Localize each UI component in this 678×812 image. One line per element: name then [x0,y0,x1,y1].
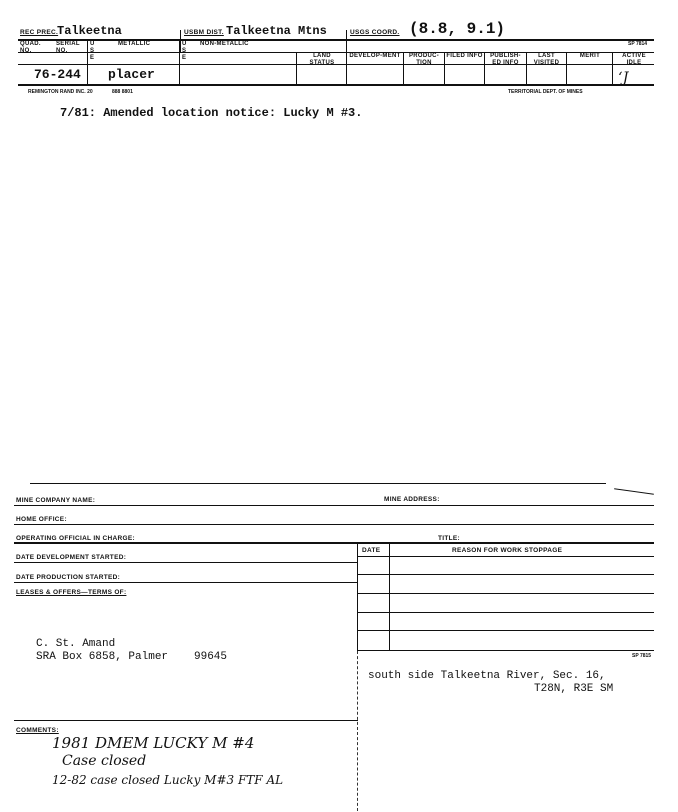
amended-note: 7/81: Amended location notice: Lucky M #3. [60,106,363,120]
col-published-info: PUBLISH-ED INFO [490,53,521,66]
operating-official-label: OPERATING OFFICIAL IN CHARGE: [16,535,135,542]
vertical-divider-lower [357,651,358,811]
col-use-nonmetallic: U S E [182,41,187,61]
location-line1: south side Talkeetna River, Sec. 16, [368,670,606,682]
footer-right: TERRITORIAL DEPT. OF MINES [508,89,583,95]
rule-home-office [14,524,654,525]
divider [179,40,180,85]
form-number-bottom: SP 7815 [632,653,652,659]
comments-label: COMMENTS: [16,727,59,734]
divider [526,52,527,85]
rule-reason-3 [358,612,654,613]
divider [180,30,181,52]
owner-address: SRA Box 6858, Palmer [36,651,169,663]
owner-name: C. St. Amand [36,638,116,650]
divider [444,52,445,85]
col-nonmetallic: NON-METALLIC [200,41,249,47]
col-serial: SERIAL NO. [56,41,80,54]
owner-zip: 99645 [194,651,228,663]
comment-line3: 12-82 case closed Lucky M#3 FTF AL [52,773,284,787]
vertical-divider-main [357,543,358,651]
rule-prod [14,582,358,583]
rule-reason-4 [358,630,654,631]
col-merit: MERIT [579,53,601,59]
divider [612,52,613,85]
divider [566,52,567,85]
quad-serial-value: 76-244 [34,67,81,82]
divider [484,52,485,85]
rule-mine-company [14,505,654,506]
rule-reason-5 [358,650,654,651]
date-col-label: DATE [362,547,381,554]
col-use-metallic: U S E [90,41,95,61]
title-label: TITLE: [438,535,461,542]
rule-date-header [358,556,654,557]
leases-label: LEASES & OFFERS—TERMS OF: [16,589,127,596]
form-number-top: SP 7814 [628,41,648,47]
col-filed-info: FILED INFO [446,53,483,59]
header-top-rule [18,39,654,41]
usbm-dist-label: USBM DIST. [184,29,224,36]
col-last-visited: LAST VISITED [533,53,560,66]
rule-dev [14,562,358,563]
rule-operating [14,542,654,544]
divider [346,30,347,52]
col-production: PRODUC-TION [408,53,440,66]
header-bottom-rule [18,84,654,86]
date-prod-label: DATE PRODUCTION STARTED: [16,574,121,581]
footer-left: REMINGTON RAND INC. 20 [28,89,93,95]
col-land-status: LAND STATUS [309,53,335,66]
col-metallic: METALLIC [118,41,151,47]
rec-prec-label: REC PREC. [20,29,59,36]
mine-company-label: MINE COMPANY NAME: [16,497,96,504]
usgs-coord-label: USGS COORD. [350,29,400,36]
divider [296,52,297,85]
date-dev-label: DATE DEVELOPMENT STARTED: [16,554,127,561]
rule-comments [14,720,358,721]
divider [87,40,88,85]
usbm-dist-value: Talkeetna Mtns [226,24,327,38]
col-quad: QUAD. NO. [20,41,41,54]
bottom-top-rule [30,483,606,484]
mine-address-label: MINE ADDRESS: [384,496,440,503]
col-development: DEVELOP-MENT [349,53,401,59]
divider [403,52,404,85]
rule-reason-1 [358,574,654,575]
vertical-divider-date [389,543,390,651]
comment-line2: Case closed [62,753,147,769]
rule-reason-2 [358,593,654,594]
rec-prec-value: Talkeetna [57,24,122,38]
usgs-coord-value: (8.8, 9.1) [409,20,506,38]
footer-codes: 888 8801 [112,89,133,95]
reason-col-label: REASON FOR WORK STOPPAGE [452,547,563,554]
divider [346,52,347,85]
col-active-idle: ACTIVE IDLE [622,53,646,66]
comment-line1: 1981 DMEM LUCKY M #4 [52,734,255,752]
metallic-value: placer [108,67,155,82]
active-mark: ‘J [618,70,629,86]
home-office-label: HOME OFFICE: [16,516,67,523]
location-line2: T28N, R3E SM [534,683,614,695]
bottom-top-curl [614,488,654,495]
